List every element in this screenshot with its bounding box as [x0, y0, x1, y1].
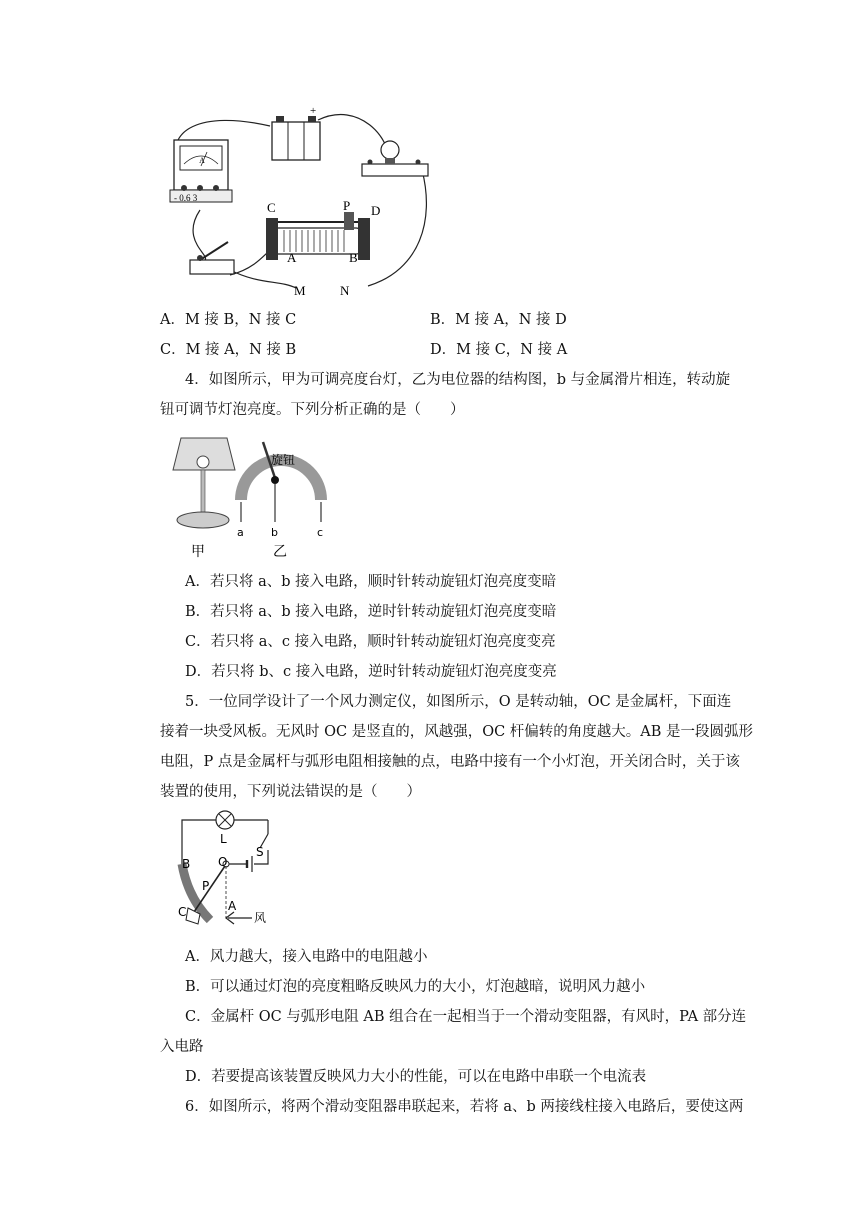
wire-m-label: M — [294, 283, 306, 298]
q3-option-d: D．M 接 C，N 接 A — [430, 342, 568, 358]
q3-option-c: C．M 接 A，N 接 B — [160, 342, 297, 358]
q6-stem-line1: 6．如图所示，将两个滑动变阻器串联起来，若将 a、b 两接线柱接入电路后，要使这两 — [185, 1099, 744, 1115]
rheostat-p-label: P — [343, 198, 351, 213]
q3-circuit-figure — [160, 100, 440, 300]
lamp-l-label: L — [220, 832, 227, 846]
q5-option-a: A．风力越大，接入电路中的电阻越小 — [185, 949, 428, 965]
rheostat-d-label: D — [371, 203, 381, 218]
q4-option-a: A．若只将 a、b 接入电路，顺时针转动旋钮灯泡亮度变暗 — [185, 574, 557, 590]
q4-stem-line1: 4．如图所示，甲为可调亮度台灯，乙为电位器的结构图，b 与金属滑片相连，转动旋 — [185, 372, 731, 388]
switch-icon — [190, 242, 234, 274]
rheostat-b-label: B — [349, 250, 358, 265]
knob-label: 旋钮 — [271, 453, 296, 467]
wind-label: 风 — [254, 911, 267, 925]
figure-jia-label: 甲 — [191, 544, 205, 560]
axis-o-label: O — [218, 855, 228, 869]
terminal-b-label: b — [271, 526, 278, 539]
rheostat-c-label: C — [267, 200, 276, 215]
arc-a-label: A — [228, 899, 237, 913]
q4-lamp-potentiometer-figure — [165, 428, 345, 568]
q3-option-a: A．M 接 B，N 接 C — [160, 312, 297, 328]
lamp-icon — [216, 811, 234, 829]
q5-option-c-line2: 入电路 — [160, 1039, 204, 1055]
arc-b-label: B — [182, 857, 191, 871]
q5-wind-meter-figure — [168, 808, 288, 933]
ammeter-a-label: A — [199, 156, 205, 165]
ammeter-scale-label: - 0.6 3 — [174, 193, 198, 203]
q5-stem-line4: 装置的使用，下列说法错误的是（ ） — [160, 784, 421, 800]
battery-plus-label: + — [310, 105, 317, 117]
q5-option-c-line1: C．金属杆 OC 与弧形电阻 AB 组合在一起相当于一个滑动变阻器，有风时，PA 部分连 — [185, 1009, 747, 1025]
q5-option-b: B．可以通过灯泡的亮度粗略反映风力的大小，灯泡越暗，说明风力越小 — [185, 979, 646, 995]
battery-icon — [272, 116, 320, 160]
figure-yi-label: 乙 — [273, 544, 287, 560]
contact-p-label: P — [202, 879, 210, 893]
desk-lamp-icon — [173, 438, 235, 528]
terminal-a-label: a — [237, 526, 244, 539]
wind-arrow-icon — [226, 912, 252, 924]
q5-stem-line2: 接着一块受风板。无风时 OC 是竖直的，风越强，OC 杆偏转的角度越大。AB 是一段圆弧形 — [160, 724, 754, 740]
q5-option-d: D．若要提高该装置反映风力大小的性能，可以在电路中串联一个电流表 — [185, 1069, 647, 1085]
terminal-c-label: c — [317, 526, 324, 539]
q4-stem-line2: 钮可调节灯泡亮度。下列分析正确的是（ ） — [160, 402, 465, 418]
q4-option-b: B．若只将 a、b 接入电路，逆时针转动旋钮灯泡亮度变暗 — [185, 604, 557, 620]
rheostat-a-label: A — [287, 250, 297, 265]
bulb-icon — [362, 141, 428, 176]
q5-stem-line3: 电阻，P 点是金属杆与弧形电阻相接触的点，电路中接有一个小灯泡，开关闭合时，关于该 — [160, 754, 740, 770]
q4-option-d: D．若只将 b、c 接入电路，逆时针转动旋钮灯泡亮度变亮 — [185, 664, 557, 680]
switch-s-label: S — [256, 845, 264, 859]
wire-n-label: N — [340, 283, 350, 298]
battery-icon — [247, 856, 252, 872]
q5-stem-line1: 5．一位同学设计了一个风力测定仪，如图所示，O 是转动轴，OC 是金属杆，下面连 — [185, 694, 732, 710]
rod-c-label: C — [178, 905, 187, 919]
q4-option-c: C．若只将 a、c 接入电路，顺时针转动旋钮灯泡亮度变亮 — [185, 634, 556, 650]
q3-option-b: B．M 接 A，N 接 D — [430, 312, 567, 328]
